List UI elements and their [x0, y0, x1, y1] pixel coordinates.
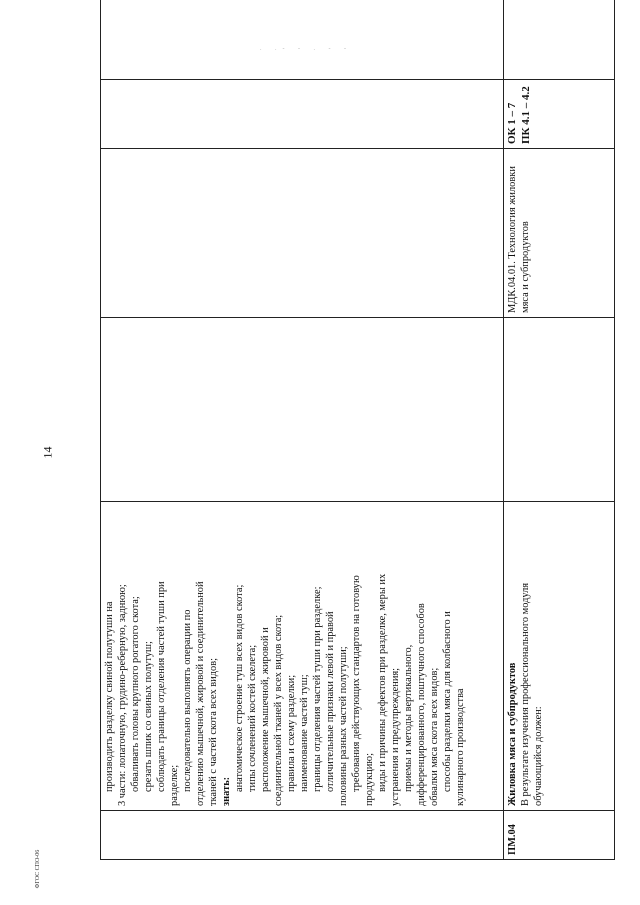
cell-mdk-empty	[101, 149, 504, 318]
scan-artifact: . .- - . - -	[260, 46, 352, 52]
requirement-line: дифференцированного, поштучного способов	[416, 603, 427, 806]
cell-mdk	[504, 149, 615, 318]
module-title: Жиловка мяса и субпродуктов	[507, 662, 518, 806]
cell-competencies	[504, 80, 615, 149]
table-row-continuation	[101, 0, 504, 860]
table-row-pm04	[504, 0, 615, 860]
requirement-line: приемы и методы вертикального,	[403, 644, 414, 792]
curriculum-table	[100, 0, 615, 860]
requirement-line: анатомическое строение туш всех видов скота;	[234, 584, 245, 792]
requirement-line: типы сочленений костей скелета;	[247, 644, 258, 792]
requirement-line: устранения и предупреждения;	[390, 667, 401, 806]
cell-empty-3	[101, 318, 504, 502]
requirement-line: расположение мышечной, жировой и	[260, 627, 271, 792]
mdk-title: МДК.04.01. Технология жиловки мяса и субпродуктов	[507, 166, 531, 313]
requirement-line: разделке;	[169, 764, 180, 806]
footer-code: ФГОС СПО-06	[35, 849, 41, 889]
requirement-line: обваливать головы крупного рогатого скота;	[130, 596, 141, 792]
requirement-line: половины разных частей полутуши;	[338, 646, 349, 806]
cell-empty-6b	[504, 0, 615, 80]
requirement-line: соблюдать границы отделения частей туши при	[156, 581, 167, 792]
curriculum-table-wrapper	[100, 48, 613, 860]
requirement-line: 3 части: лопаточную, грудино-реберную, заднюю;	[117, 584, 128, 806]
requirement-line: обвалки мяса скота всех видов;	[429, 667, 440, 806]
requirement-line: знать:	[221, 776, 232, 806]
cell-module-code	[504, 811, 615, 860]
requirement-line: правила и схему разделки;	[286, 674, 297, 792]
requirement-line: последовательно выполнять операции по	[182, 609, 193, 792]
requirement-line: производить разделку свиной полутуши на	[104, 601, 115, 792]
requirement-line: границы отделения частей туши при разделке;	[312, 586, 323, 792]
requirement-line: наименование частей туш;	[299, 674, 310, 792]
cell-requirements-continuation	[101, 502, 504, 811]
cell-module-description	[504, 502, 615, 811]
requirement-line: отличительные признаки левой и правой	[325, 611, 336, 792]
cell-empty-3b	[504, 318, 615, 502]
requirement-line: способы разделки мяса для колбасного и	[442, 611, 453, 792]
requirement-line: срезать шпик со свиных полутуш;	[143, 641, 154, 792]
requirement-line: требования действующих стандартов на готовую	[351, 575, 362, 792]
requirement-line: продукцию;	[364, 753, 375, 806]
page-number: 14	[40, 446, 55, 459]
requirement-line: отделению мышечной, жировой и соединительной	[195, 581, 206, 806]
competency-pk: ПК 4.1 – 4.2	[519, 86, 532, 144]
module-intro-line-2: обучающийся должен:	[533, 706, 544, 806]
requirement-line: тканей с частей скота всех видов;	[208, 657, 219, 806]
module-intro-line-1: В результате изучения профессионального модуля	[520, 582, 531, 806]
competency-ok: ОК 1 – 7	[506, 102, 518, 144]
module-code: ПМ.04	[507, 824, 518, 855]
requirement-line: виды и причины дефектов при разделке, меры их	[377, 573, 388, 792]
requirement-line: соединительной тканей у всех видов скота;	[273, 614, 284, 806]
cell-competencies-empty	[101, 80, 504, 149]
cell-code-empty	[101, 811, 504, 860]
cell-empty-6	[101, 0, 504, 80]
requirement-line: кулинарного производства	[455, 688, 466, 806]
